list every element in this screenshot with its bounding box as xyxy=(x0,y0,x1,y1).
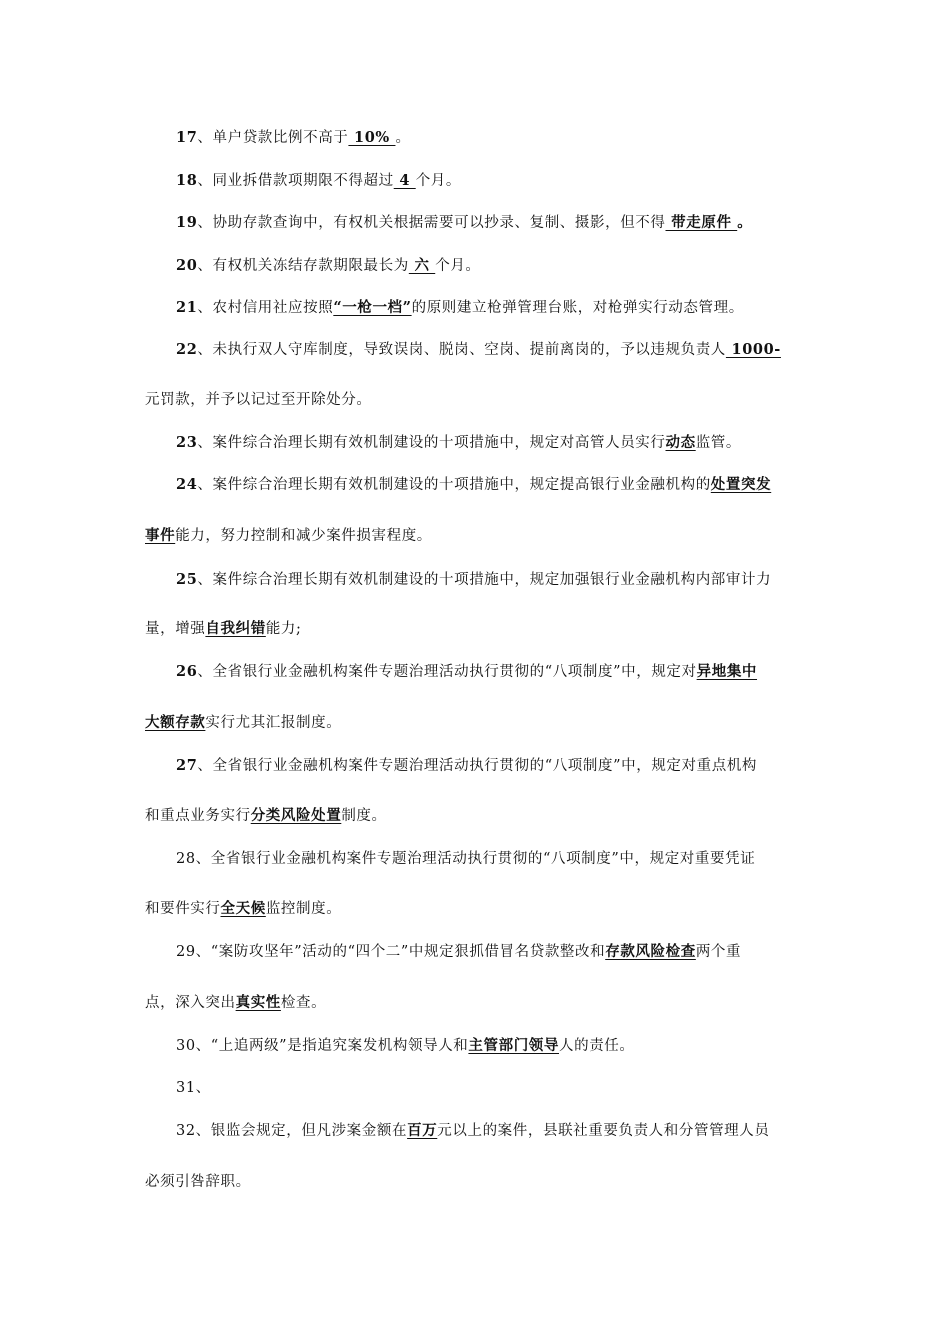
answer-blank: 大额存款 xyxy=(145,714,206,731)
answer-blank: 带走原件 xyxy=(665,214,738,231)
item-text: 实行尤其汇报制度。 xyxy=(205,715,342,731)
item-21 xyxy=(176,298,810,318)
item-number: 31 xyxy=(176,1080,196,1096)
answer-blank: 全天候 xyxy=(220,900,266,917)
item-text: “案防攻坚年”活动的“四个二”中规定狠抓借冒名贷款整改和 xyxy=(210,944,606,960)
item-32-continued xyxy=(145,1172,810,1192)
item-separator: 、 xyxy=(195,851,211,867)
item-20 xyxy=(176,256,810,276)
item-25-continued xyxy=(145,619,810,639)
item-text-after: 个月。 xyxy=(435,258,481,274)
item-29-continued xyxy=(145,993,810,1013)
answer-blank: 存款风险检查 xyxy=(605,943,696,960)
item-text: 元罚款，并予以记过至开除处分。 xyxy=(145,392,372,408)
answer-blank: 百万 xyxy=(407,1122,438,1139)
answer-blank: 处置突发 xyxy=(710,476,772,493)
item-text: 量，增强 xyxy=(145,621,206,637)
item-17 xyxy=(176,128,810,148)
answer-blank: 事件 xyxy=(145,527,176,544)
item-text: 和重点业务实行 xyxy=(145,808,251,824)
item-text: 案件综合治理长期有效机制建设的十项措施中，规定加强银行业金融机构内部审计力 xyxy=(212,572,772,588)
item-number: 29 xyxy=(176,944,196,960)
answer-blank: 4 xyxy=(393,172,416,189)
item-separator: 、 xyxy=(197,130,213,146)
item-text: 案件综合治理长期有效机制建设的十项措施中，规定对高管人员实行 xyxy=(212,435,666,451)
item-19 xyxy=(176,213,810,233)
item-text: 和要件实行 xyxy=(145,901,221,917)
answer-blank: 异地集中 xyxy=(696,663,758,680)
item-separator: 、 xyxy=(197,300,213,316)
item-25 xyxy=(176,570,810,590)
item-text: 协助存款查询中，有权机关根据需要可以抄录、复制、摄影，但不得 xyxy=(212,215,666,231)
item-number: 25 xyxy=(176,571,198,588)
item-separator: 、 xyxy=(197,342,213,358)
item-26 xyxy=(176,662,810,682)
item-separator: 、 xyxy=(197,215,213,231)
item-text: 农村信用社应按照 xyxy=(212,300,334,316)
item-number: 27 xyxy=(176,757,198,774)
item-number: 32 xyxy=(176,1123,196,1139)
item-30 xyxy=(176,1036,810,1056)
item-text: 点，深入突出 xyxy=(145,995,236,1011)
item-22-continued xyxy=(145,390,810,410)
item-separator: 、 xyxy=(197,258,213,274)
item-text: 必须引咎辞职。 xyxy=(145,1174,251,1190)
item-text-after: 人的责任。 xyxy=(559,1038,635,1054)
item-28-continued xyxy=(145,899,810,919)
item-text: 银监会规定，但凡涉案金额在 xyxy=(210,1123,408,1139)
item-text-after: 能力; xyxy=(265,621,302,637)
item-text: 能力，努力控制和减少案件损害程度。 xyxy=(175,528,432,544)
answer-blank: “一枪一档” xyxy=(333,299,412,316)
item-separator: 、 xyxy=(197,477,213,493)
item-number: 17 xyxy=(176,129,198,146)
item-text: 全省银行业金融机构案件专题治理活动执行贯彻的“八项制度”中，规定对 xyxy=(212,664,697,680)
item-text-after: 。 xyxy=(737,214,753,231)
item-text: 全省银行业金融机构案件专题治理活动执行贯彻的“八项制度”中，规定对重要凭证 xyxy=(210,851,756,867)
item-text: 单户贷款比例不高于 xyxy=(212,130,349,146)
item-27 xyxy=(176,756,810,776)
item-text-after: 两个重 xyxy=(695,944,742,960)
item-number: 30 xyxy=(176,1038,196,1054)
answer-blank: 真实性 xyxy=(235,994,281,1011)
item-text-after: 。 xyxy=(395,130,411,146)
answer-blank: 1000- xyxy=(725,341,781,358)
item-separator: 、 xyxy=(195,1038,211,1054)
answer-blank: 10% xyxy=(348,129,396,146)
item-separator: 、 xyxy=(195,1123,211,1139)
item-31 xyxy=(176,1078,810,1098)
item-number: 22 xyxy=(176,341,198,358)
item-23 xyxy=(176,433,810,453)
item-text-after: 个月。 xyxy=(415,173,462,189)
item-24-continued xyxy=(145,526,810,546)
item-number: 26 xyxy=(176,663,198,680)
item-separator: 、 xyxy=(197,435,213,451)
answer-blank: 六 xyxy=(408,257,436,274)
item-text: 同业拆借款项期限不得超过 xyxy=(212,173,394,189)
item-27-continued xyxy=(145,806,810,826)
item-number: 21 xyxy=(176,299,198,316)
item-text: “上追两级”是指追究案发机构领导人和 xyxy=(210,1038,469,1054)
answer-blank: 动态 xyxy=(665,434,696,451)
answer-blank: 自我纠错 xyxy=(205,620,266,637)
item-number: 23 xyxy=(176,434,198,451)
answer-blank: 分类风险处置 xyxy=(250,807,342,824)
item-text: 案件综合治理长期有效机制建设的十项措施中，规定提高银行业金融机构的 xyxy=(212,477,711,493)
item-text-after: 监控制度。 xyxy=(265,901,342,917)
item-number: 24 xyxy=(176,476,198,493)
item-text: 未执行双人守库制度，导致误岗、脱岗、空岗、提前离岗的，予以违规负责人 xyxy=(212,342,726,358)
item-number: 28 xyxy=(176,851,196,867)
item-separator: 、 xyxy=(195,944,211,960)
item-separator: 、 xyxy=(197,758,213,774)
item-26-continued xyxy=(145,713,810,733)
item-separator: 、 xyxy=(197,173,213,189)
item-text-after: 检查。 xyxy=(280,995,327,1011)
item-text-after: 的原则建立枪弹管理台账，对枪弹实行动态管理。 xyxy=(411,300,744,316)
item-text-after: 元以上的案件，县联社重要负责人和分管管理人员 xyxy=(437,1123,770,1139)
item-18 xyxy=(176,171,810,191)
item-number: 19 xyxy=(176,214,198,231)
item-text: 有权机关冻结存款期限最长为 xyxy=(212,258,409,274)
item-22 xyxy=(176,340,810,360)
item-28 xyxy=(176,849,810,869)
answer-blank: 主管部门领导 xyxy=(468,1037,559,1054)
item-text: 全省银行业金融机构案件专题治理活动执行贯彻的“八项制度”中，规定对重点机构 xyxy=(212,758,758,774)
item-separator: 、 xyxy=(197,664,213,680)
item-separator: 、 xyxy=(197,572,213,588)
item-number: 18 xyxy=(176,172,198,189)
item-32 xyxy=(176,1121,810,1141)
item-number: 20 xyxy=(176,257,198,274)
item-separator: 、 xyxy=(195,1080,211,1096)
item-text-after: 监管。 xyxy=(695,435,742,451)
item-text-after: 制度。 xyxy=(341,808,387,824)
item-24 xyxy=(176,475,810,495)
item-29 xyxy=(176,942,810,962)
